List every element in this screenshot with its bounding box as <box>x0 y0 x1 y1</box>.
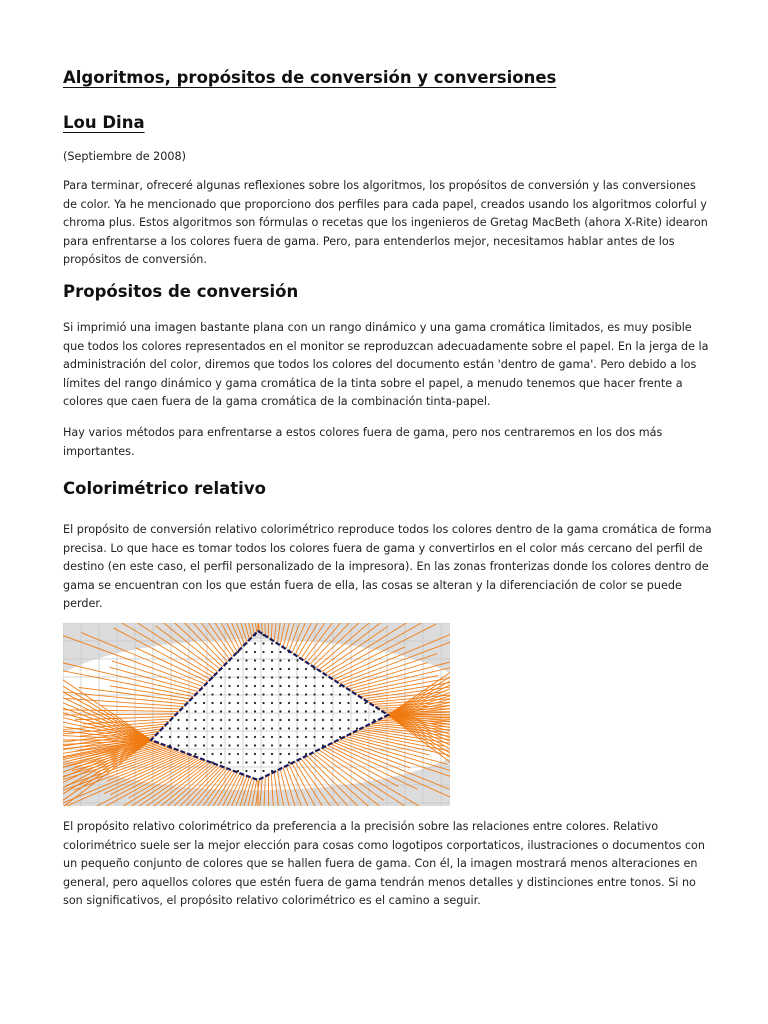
section2-paragraph-1: El propósito de conversión relativo colorimétrico reproduce todos los colores dentro de la gama cromática de forma precisa. Lo que hace es tomar todos los colores fuera de gama y convertirlos en el color más cercano del perfil de destino (en este caso, el perfil personalizado de la impresora). En las zonas fronterizas donde los colores dentro de gama se encuentran con los que están fuera de ella, las cosas se alteran y la diferenciación de color se puede perder. <box>63 523 712 611</box>
publication-date: (Septiembre de 2008) <box>63 150 186 163</box>
section-heading-propositos: Propósitos de conversión <box>63 282 299 301</box>
intro-paragraph: Para terminar, ofreceré algunas reflexiones sobre los algoritmos, los propósitos de conversión y las conversiones de color. Ya he mencionado que proporciono dos perfiles para cada papel, creados usando los algoritmos colorful y chroma plus. Estos algoritmos son fórmulas o recetas que los ingenieros de Gretag MacBeth (ahora X-Rite) idearon para enfrentarse a los colores fuera de gama. Pero, para entenderlos mejor, necesitamos hablar antes de los propósitos de conversión. <box>63 179 708 267</box>
section1-paragraph-1: Si imprimió una imagen bastante plana con un rango dinámico y una gama cromática limitados, es muy posible que todos los colores representados en el monitor se reproduzcan adecuadamente sobre el papel. En la jerga de la administración del color, diremos que todos los colores del documento están 'dentro de gama'. Pero debido a los límites del rango dinámico y gama cromática de la tinta sobre el papel, a menudo tenemos que hacer frente a colores que caen fuera de la gama cromática de la combinación tinta-papel. <box>63 321 709 409</box>
section1-paragraph-2: Hay varios métodos para enfrentarse a estos colores fuera de gama, pero nos centraremos en los dos más importantes. <box>63 426 663 458</box>
gamut-mapping-figure <box>63 623 450 806</box>
document-title: Algoritmos, propósitos de conversión y conversiones <box>63 68 557 87</box>
gamut-plot <box>63 623 450 806</box>
author-name: Lou Dina <box>63 113 145 132</box>
section2-paragraph-2: El propósito relativo colorimétrico da preferencia a la precisión sobre las relaciones entre colores. Relativo colorimétrico suele ser la mejor elección para cosas como logotipos corportaticos, ilustraciones o documentos con un pequeño conjunto de colores que se hallen fuera de gama. Con él, la imagen mostrará menos alteraciones en general, pero aquellos colores que estén fuera de gama tendrán menos detalles y distinciones entre tonos. Si no son significativos, el propósito relativo colorimétrico es el camino a seguir. <box>63 820 705 908</box>
section-heading-colorimetrico: Colorimétrico relativo <box>63 479 266 498</box>
